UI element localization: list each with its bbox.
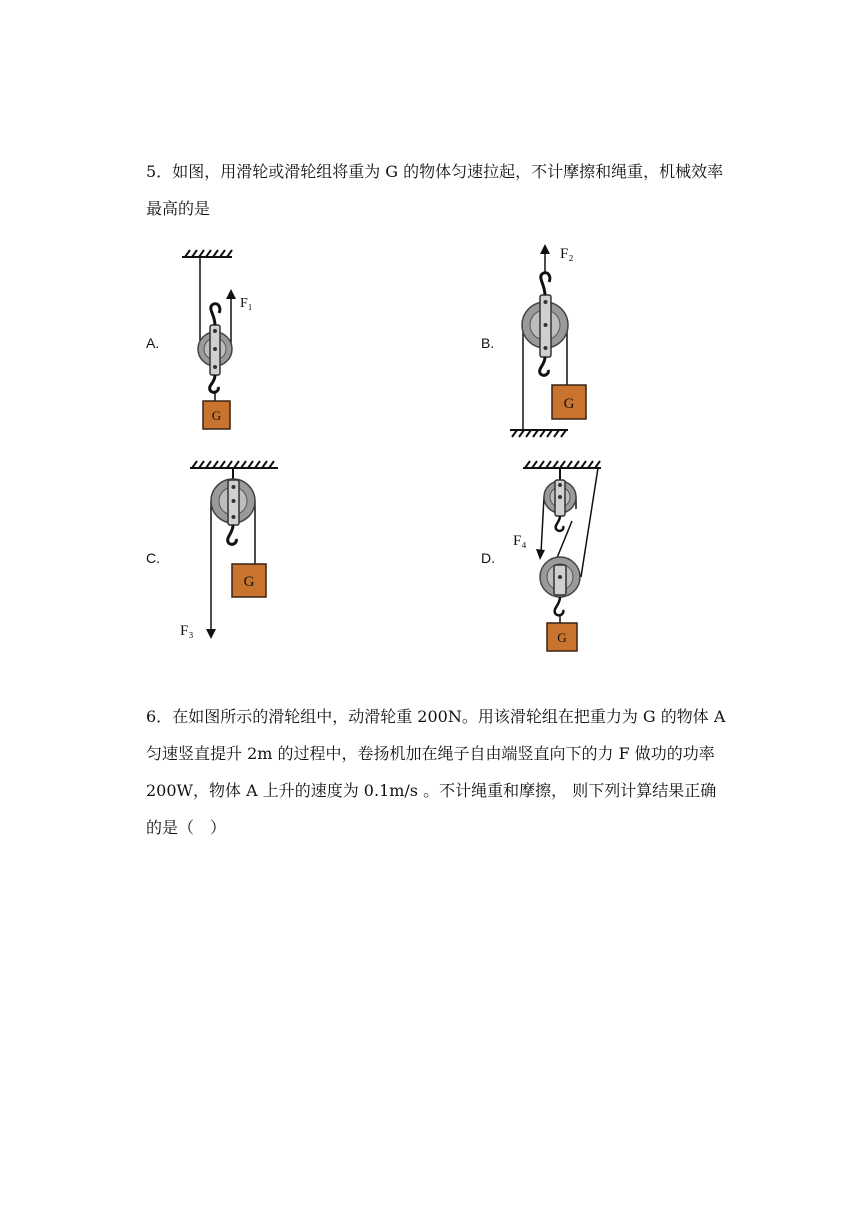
question-text: 在如图所示的滑轮组中，动滑轮重 200N。用该滑轮组在把重力为 G 的物体 A 匀速竖直提升 2m 的过程中，卷扬机加在绳子自由端竖直向下的力 F 做功的功率 200W，物体 A 上升的速度为 0.1m/s 。不计绳重和摩擦， 则下列计算结果正确的是（ ） xyxy=(146,707,726,837)
option-b-label: B. xyxy=(481,335,495,351)
question-5 xyxy=(146,153,726,227)
weight-label: G xyxy=(243,574,255,590)
figure-c-fixed-pulley xyxy=(170,455,290,645)
force-label-f3: F₃ xyxy=(180,623,194,639)
weight-label: G xyxy=(211,408,222,423)
question-number: 6． xyxy=(146,707,173,726)
question-6 xyxy=(146,698,726,846)
option-d-label: D. xyxy=(481,550,495,566)
weight-label: G xyxy=(563,396,575,412)
option-a-label: A. xyxy=(146,335,160,351)
option-c-label: C. xyxy=(146,550,160,566)
force-label-f4: F₄ xyxy=(513,533,527,549)
weight-label: G xyxy=(557,630,567,645)
question-text: 如图，用滑轮或滑轮组将重为 G 的物体匀速拉起，不计摩擦和绳重，机械效率最高的是 xyxy=(146,162,724,218)
figure-a-movable-pulley xyxy=(170,245,270,440)
question-number: 5． xyxy=(146,162,173,181)
force-label-f2: F₂ xyxy=(560,246,574,262)
figure-d-pulley-block xyxy=(505,455,615,660)
figure-b-movable-pulley-inverted xyxy=(500,240,610,445)
force-label-f1: F₁ xyxy=(240,296,253,311)
